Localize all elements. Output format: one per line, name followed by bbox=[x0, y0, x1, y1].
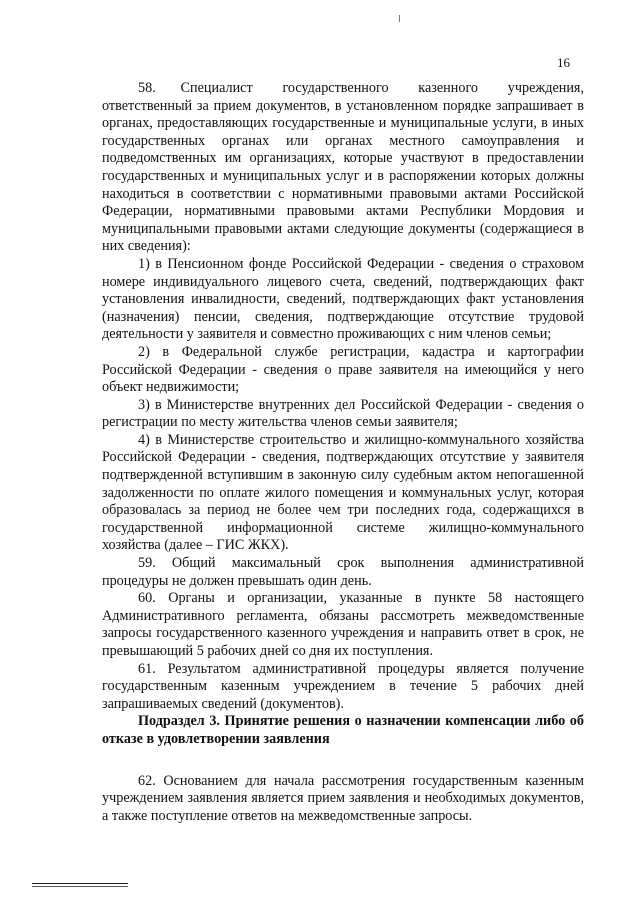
footnote-rule-secondary bbox=[32, 886, 128, 887]
page-number: 16 bbox=[557, 55, 570, 70]
paragraph-60: 60. Органы и организации, указанные в пункте 58 настоящего Административного регламента, обязаны рассмотреть межведомственные запросы государственного казенного учреждения и направить ответ в срок, не превышающий 5 рабочих дней со дня их поступления. bbox=[102, 590, 584, 659]
document-body bbox=[102, 80, 584, 825]
section-heading: Подраздел 3. Принятие решения о назначении компенсации либо об отказе в удовлетворении заявления bbox=[102, 713, 584, 747]
top-mark bbox=[399, 15, 400, 22]
paragraph-58: 58. Специалист государственного казенного учреждения, ответственный за прием документов, в установленном порядке запрашивает в органах, предоставляющих государственные и муниципальные услуги, в иных государственных органах или органах местного самоуправления и подведомственных им организациях, которые участвуют в предоставлении государственных и муниципальных услуг и в распоряжении которых должны находиться в соответствии с нормативными правовыми актами Российской Федерации, нормативными правовыми актами Республики Мордовия и муниципальными правовыми актами следующие документы (содержащиеся в них сведения): bbox=[102, 80, 584, 255]
footnote-rule bbox=[32, 883, 128, 884]
list-item-3: 3) в Министерстве внутренних дел Российской Федерации - сведения о регистрации по месту жительства членов семьи заявителя; bbox=[102, 396, 584, 431]
paragraph-59: 59. Общий максимальный срок выполнения административной процедуры не должен превышать один день. bbox=[102, 555, 584, 589]
paragraph-62: 62. Основанием для начала рассмотрения государственным казенным учреждением заявления является прием заявления и необходимых документов, а также поступление ответов на межведомственные запросы. bbox=[102, 772, 584, 824]
list-item-1: 1) в Пенсионном фонде Российской Федерации - сведения о страховом номере индивидуального лицевого счета, сведений, подтверждающих факт установления инвалидности, сведений, подтверждающих факт установления (назначения) пенсии, сведения, подтверждающие отсутствие трудовой деятельности у заявителя и совместно проживающих с ним членов семьи; bbox=[102, 255, 584, 343]
list-item-2: 2) в Федеральной службе регистрации, кадастра и картографии Российской Федерации - сведения о праве заявителя на имеющийся у него объект недвижимости; bbox=[102, 343, 584, 396]
paragraph-61: 61. Результатом административной процедуры является получение государственным казенным учреждением в течение 5 рабочих дней запрашиваемых сведений (документов). bbox=[102, 660, 584, 712]
list-item-4: 4) в Министерстве строительство и жилищно-коммунального хозяйства Российской Федерации - сведения, подтверждающих отсутствие у заявителя подтвержденной вступившим в законную силу судебным актом непогашенной задолженности по оплате жилого помещения и коммунальных услуг, которая образовалась за период не более чем три последних года, содержащихся в государственной информационной системе жилищно-коммунального хозяйства (далее – ГИС ЖКХ). bbox=[102, 431, 584, 554]
